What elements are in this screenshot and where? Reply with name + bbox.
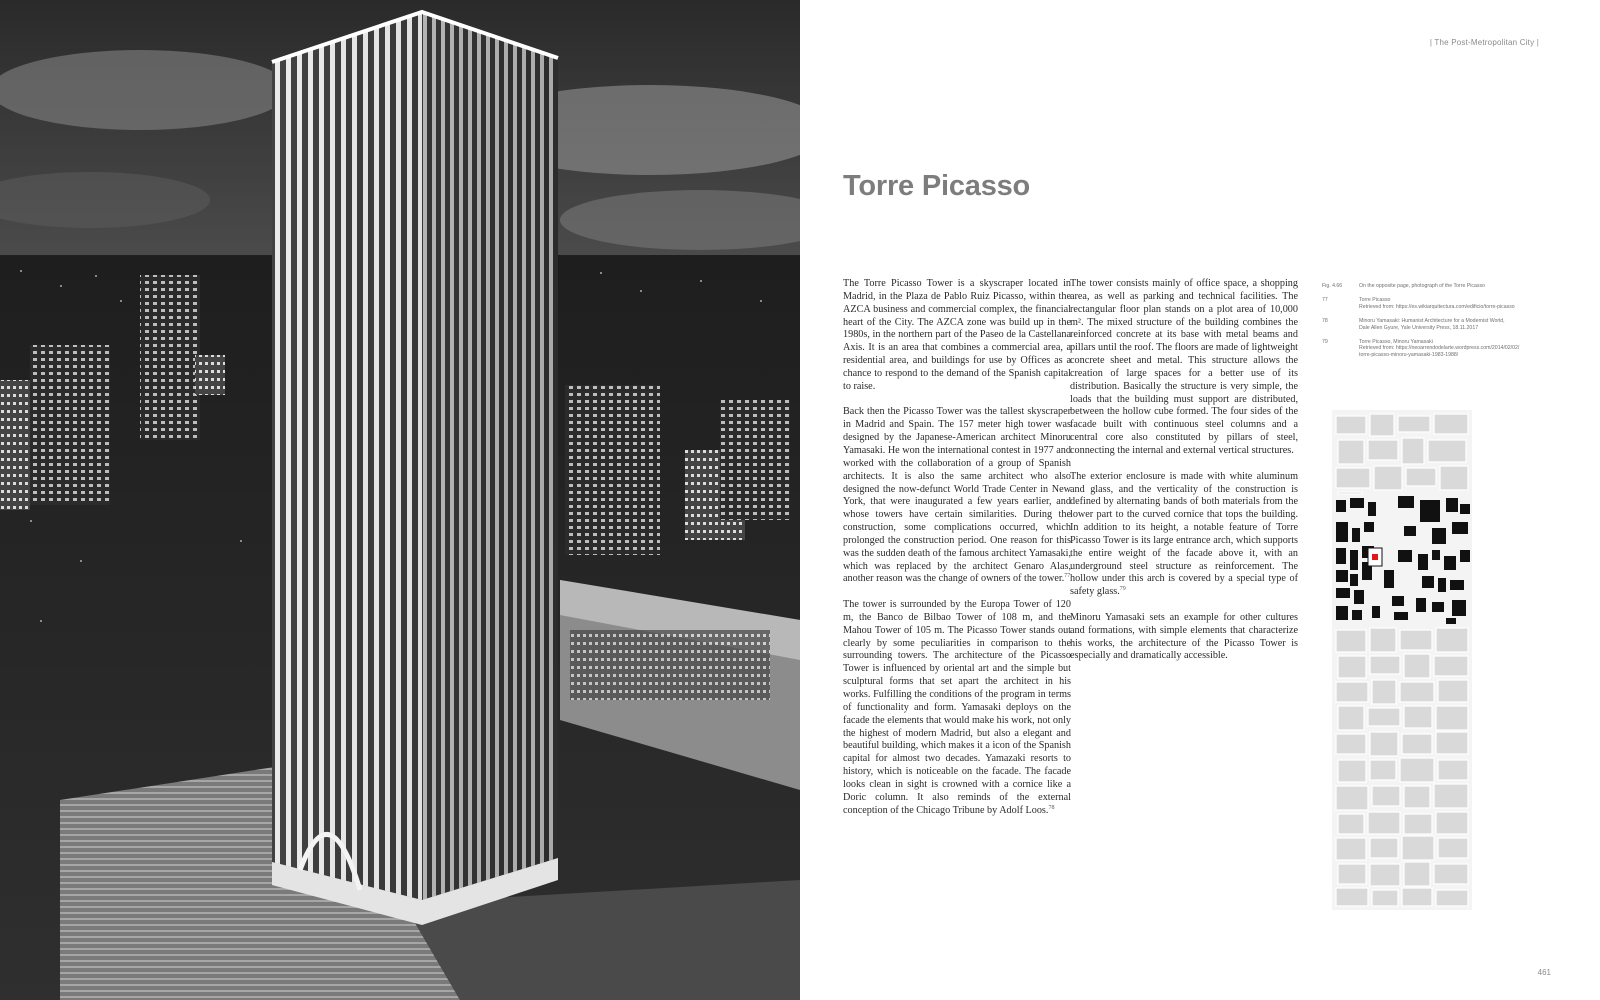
- paragraph-text: The Torre Picasso Tower is a skyscraper located in Madrid, in the Plaza de Pablo Ruiz Picasso, within the AZCA business and commercial complex, the financial heart of the City. The AZCA zone was build up in the 1980s, in the northern part of the Paseo de la Castellana Axis. It is an area that combines a commercial area, a residential area, and buildings for use by Offices as a chance to respond to the demand of the Spanish capital to raise.: [843, 278, 1071, 392]
- paragraph: [843, 278, 1071, 394]
- tower-location-marker: [1372, 554, 1378, 560]
- note-line: Minoru Yamasaki: Humanist Architecture for a Modernist World,: [1359, 318, 1505, 325]
- sidenotes: [1322, 283, 1537, 366]
- footnote-text: [1359, 339, 1537, 358]
- page-title: Torre Picasso: [843, 170, 1031, 202]
- note-line: Torre Picasso: [1359, 297, 1391, 304]
- note-line: torre-picasso-minoru-yamasaki-1983-1988/: [1359, 351, 1459, 358]
- note-line: On the opposite page, photograph of the Torre Picasso: [1359, 283, 1485, 289]
- footnote: [1322, 297, 1537, 310]
- page-number: 461: [1537, 968, 1551, 977]
- paragraph: [1070, 471, 1298, 599]
- paragraph: [843, 599, 1071, 817]
- footnote-number: 77: [1322, 297, 1328, 304]
- footnote-ref: 78: [1048, 804, 1055, 811]
- paragraph-text: The tower is surrounded by the Europa Tower of 120 m, the Banco de Bilbao Tower of 108 m, and the Mahou Tower of 105 m. The Picasso Tower stands out clearly by some peculiarities in comparison to the surrounding towers. The architecture of the Picasso Tower is influenced by oriental art and the simple but sculptural forms that set apart the architect in his works. Fulfilling the conditions of the program in terms of functionality and form. Yamasaki deploys on the facade the elements that would make his work, not only the highest of modern Madrid, but also a elegant and beautiful building, which makes it a icon of the Spanish capital for almost two decades. Yamazaki resorts to history, which is noticeable on the facade. The facade looks clean in sight is crowned with a cornice like a Doric column. It also reminds of the external conception of the Chicago Tribune by Adolf Loos.: [843, 599, 1071, 816]
- paragraph-text: Minoru Yamasaki sets an example for other cultures and formations, with simple elements that characterize his works, the architecture of the Picasso Tower is especially and dramatically accessible.: [1070, 611, 1298, 662]
- tower: [272, 12, 558, 925]
- text-page: [800, 0, 1600, 1000]
- footnote-ref: 77: [1064, 573, 1071, 580]
- map-drawing: [1332, 410, 1472, 910]
- note-line: Retrieved from: https://neoarrendodelarte.wordpress.com/2014/02/02/: [1359, 345, 1520, 352]
- paragraph-text: Back then the Picasso Tower was the tallest skyscraper in Madrid and Spain. The 157 meter high tower was designed by the Japanese-American architect Minoru Yamasaki. He won the international contest in 1977 and worked with the collaboration of a group of Spanish architects. It is also the same architect who also designed the now-defunct World Trade Center in New York, that were inaugurated a few years earlier, and whose towers have certain similarities. During the construction, some complications occurred, which prolonged the construction period. One reason for this was the sudden death of the famous architect Yamasaki, which was replaced by the architect Genaro Alas, another reason was the change of owners of the tower.: [843, 406, 1071, 585]
- paragraph: [1070, 278, 1298, 458]
- footnote: [1322, 318, 1537, 331]
- text-column-2: [1070, 278, 1298, 676]
- caption-number: Fig. 4.66: [1322, 283, 1343, 289]
- paragraph: [843, 406, 1071, 586]
- footnote-ref: 79: [1119, 586, 1126, 593]
- footnote-number: 79: [1322, 339, 1328, 346]
- text-column-1: [843, 278, 1071, 830]
- footnote-number: 78: [1322, 318, 1328, 325]
- note-line: Dale Allen Gyure, Yale University Press, 18.11.2017: [1359, 324, 1479, 331]
- footnote-text: [1359, 318, 1537, 331]
- note-line: Torre Picasso, Minoru Yamasaki: [1359, 339, 1433, 346]
- footnote-text: [1359, 297, 1537, 310]
- caption-text: [1359, 283, 1537, 289]
- paragraph: [1070, 612, 1298, 663]
- note-line: Retrieved from: https://es.wikiarquitectura.com/edificio/torre-picasso: [1359, 303, 1515, 310]
- footnote: [1322, 339, 1537, 358]
- figure-caption: [1322, 283, 1537, 289]
- paragraph-text: The tower consists mainly of office space, a shopping area, as well as parking and technical facilities. The rectangular floor plan stands on a plot area of 10,000 m². The mixed structure of the building combines the reinforced concrete at its base with metal beams and pillars until the roof. The floors are made of lightweight concrete sheet and metal. This structure allows the creation of large spaces for a better use of its distribution. Basically the structure is very simple, the loads that the building must support are distributed, between the hollow cube formed. The four sides of the facade built with continuous steel columns and a central core also constituted by pillars of steel, connecting the internal and external vertical structures.: [1070, 278, 1298, 456]
- urban-plan-map: [1332, 410, 1472, 910]
- running-header: | The Post-Metropolitan City |: [1429, 38, 1539, 47]
- paragraph-text: The exterior enclosure is made with white aluminum and glass, and the verticality of the construction is defined by alternating bands of both materials from the lower part to the curved cornice that tops the building. In addition to its height, a notable feature of Torre Picasso Tower is its large entrance arch, which supports the entire weight of the facade above it, with an underground steel structure as reinforcement. The hollow under this arch is covered by a special type of safety glass.: [1070, 470, 1298, 598]
